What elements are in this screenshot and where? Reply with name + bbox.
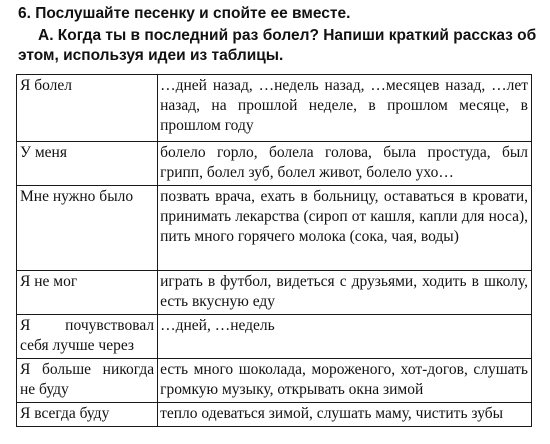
row-ideas: …дней назад, …недель назад, …месяцев назад, …лет назад, на прошлой неделе, в прошлом месяце, в прошлом году xyxy=(158,75,532,142)
row-ideas: тепло одеваться зимой, слушать маму, чистить зубы xyxy=(158,403,532,427)
row-ideas: …дней, …недель xyxy=(158,315,532,359)
row-prompt: Я больше никогда не буду xyxy=(17,359,158,403)
exercise-task: А. Когда ты в последний раз болел? Напиши краткий рассказ об этом, используя идеи из таблицы. xyxy=(18,27,537,64)
table-row xyxy=(17,315,532,359)
row-ideas: играть в футбол, видеться с друзьями, ходить в школу, есть вкусную еду xyxy=(158,271,532,315)
row-prompt: У меня xyxy=(17,142,158,186)
table-row xyxy=(17,403,532,427)
row-ideas: есть много шоколада, мороженого, хот-догов, слушать громкую музыку, открывать окна зимой xyxy=(158,359,532,403)
exercise-heading: 6. Послушайте песенку и спойте ее вместе. xyxy=(18,5,351,22)
row-prompt: Я всегда буду xyxy=(17,403,158,427)
table-row xyxy=(17,186,532,271)
table-row xyxy=(17,75,532,142)
row-ideas: позвать врача, ехать в больницу, оставаться в кровати, принимать лекарства (сироп от кашля, капли для носа), пить много горячего молока (сока, чая, воды) xyxy=(158,186,532,271)
row-prompt: Мне нужно было xyxy=(17,186,158,271)
row-prompt: Я не мог xyxy=(17,271,158,315)
row-prompt: Я почувствовал себя лучше через xyxy=(17,315,158,359)
table-row xyxy=(17,359,532,403)
ideas-table xyxy=(16,74,532,427)
row-ideas: болело горло, болела голова, была простуда, был грипп, болел зуб, болел живот, болело ухо… xyxy=(158,142,532,186)
table-row xyxy=(17,142,532,186)
table-row xyxy=(17,271,532,315)
row-prompt: Я болел xyxy=(17,75,158,142)
